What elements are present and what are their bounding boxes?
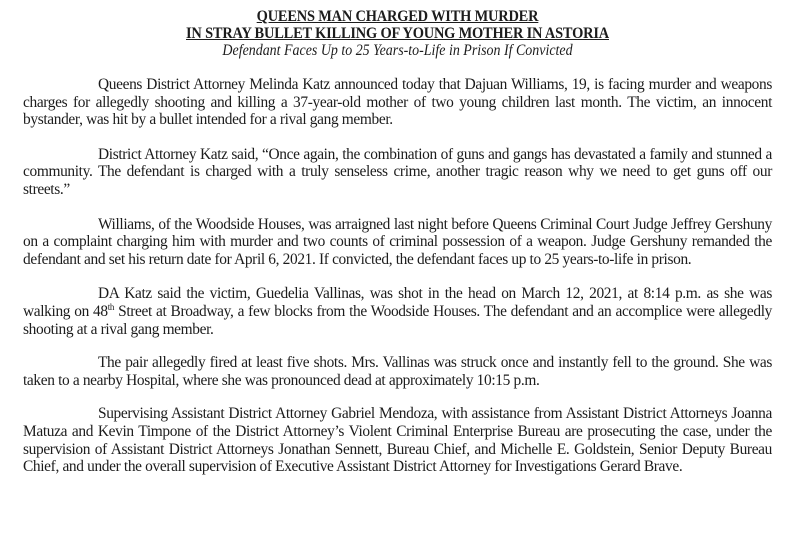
ordinal-suffix: th [107, 301, 115, 312]
victim-details-text-b: Street at Broadway, a few blocks from the Woodside Houses. The defendant and an accomplice were allegedly shooting at a rival gang member. [23, 302, 772, 338]
paragraph-arraignment: Williams, of the Woodside Houses, was arraigned last night before Queens Criminal Court Judge Jeffrey Gershuny on a complaint charging him with murder and two counts of criminal possession of a weapon. Judge Gershuny remanded the defendant and set his return date for April 6, 2021. If convicted, the defendant faces up to 25 years-to-life in prison. [23, 215, 772, 268]
paragraph-shots-fired: The pair allegedly fired at least five shots. Mrs. Vallinas was struck once and instantly fell to the ground. She was taken to a nearby Hospital, where she was pronounced dead at approximately 10:15 p.m. [23, 354, 772, 389]
press-release-header [23, 8, 772, 60]
body-text [23, 76, 772, 476]
subtitle: Defendant Faces Up to 25 Years-to-Life in Prison If Convicted [222, 42, 573, 59]
paragraph-prosecution-team: Supervising Assistant District Attorney Gabriel Mendoza, with assistance from Assistant District Attorneys Joanna Matuza and Kevin Timpone of the District Attorney’s Violent Criminal Enterprise Bureau are prosecuting the case, under the supervision of Assistant District Attorneys Jonathan Sennett, Bureau Chief, and Michelle E. Goldstein, Senior Deputy Bureau Chief, and under the overall supervision of Executive Assistant District Attorney for Investigations Gerard Brave. [23, 405, 772, 476]
paragraph-victim-details [23, 285, 772, 338]
paragraph-announcement: Queens District Attorney Melinda Katz announced today that Dajuan Williams, 19, is facing murder and weapons charges for allegedly shooting and killing a 37-year-old mother of two young children last month. The victim, an innocent bystander, was hit by a bullet intended for a rival gang member. [23, 76, 772, 129]
headline-line-2: IN STRAY BULLET KILLING OF YOUNG MOTHER IN ASTORIA [185, 25, 609, 42]
paragraph-da-quote: District Attorney Katz said, “Once again, the combination of guns and gangs has devastated a family and stunned a community. The defendant is charged with a truly senseless crime, another tragic reason why we need to get guns off our streets.” [23, 145, 772, 198]
press-release-page [23, 8, 772, 493]
headline-line-1: QUEENS MAN CHARGED WITH MURDER [256, 8, 539, 25]
victim-details-text-a: DA Katz said the victim, Guedelia Vallinas, was shot in the head on March 12, 2021, at 8:14 p.m. as she was walking on 48 [23, 285, 772, 320]
